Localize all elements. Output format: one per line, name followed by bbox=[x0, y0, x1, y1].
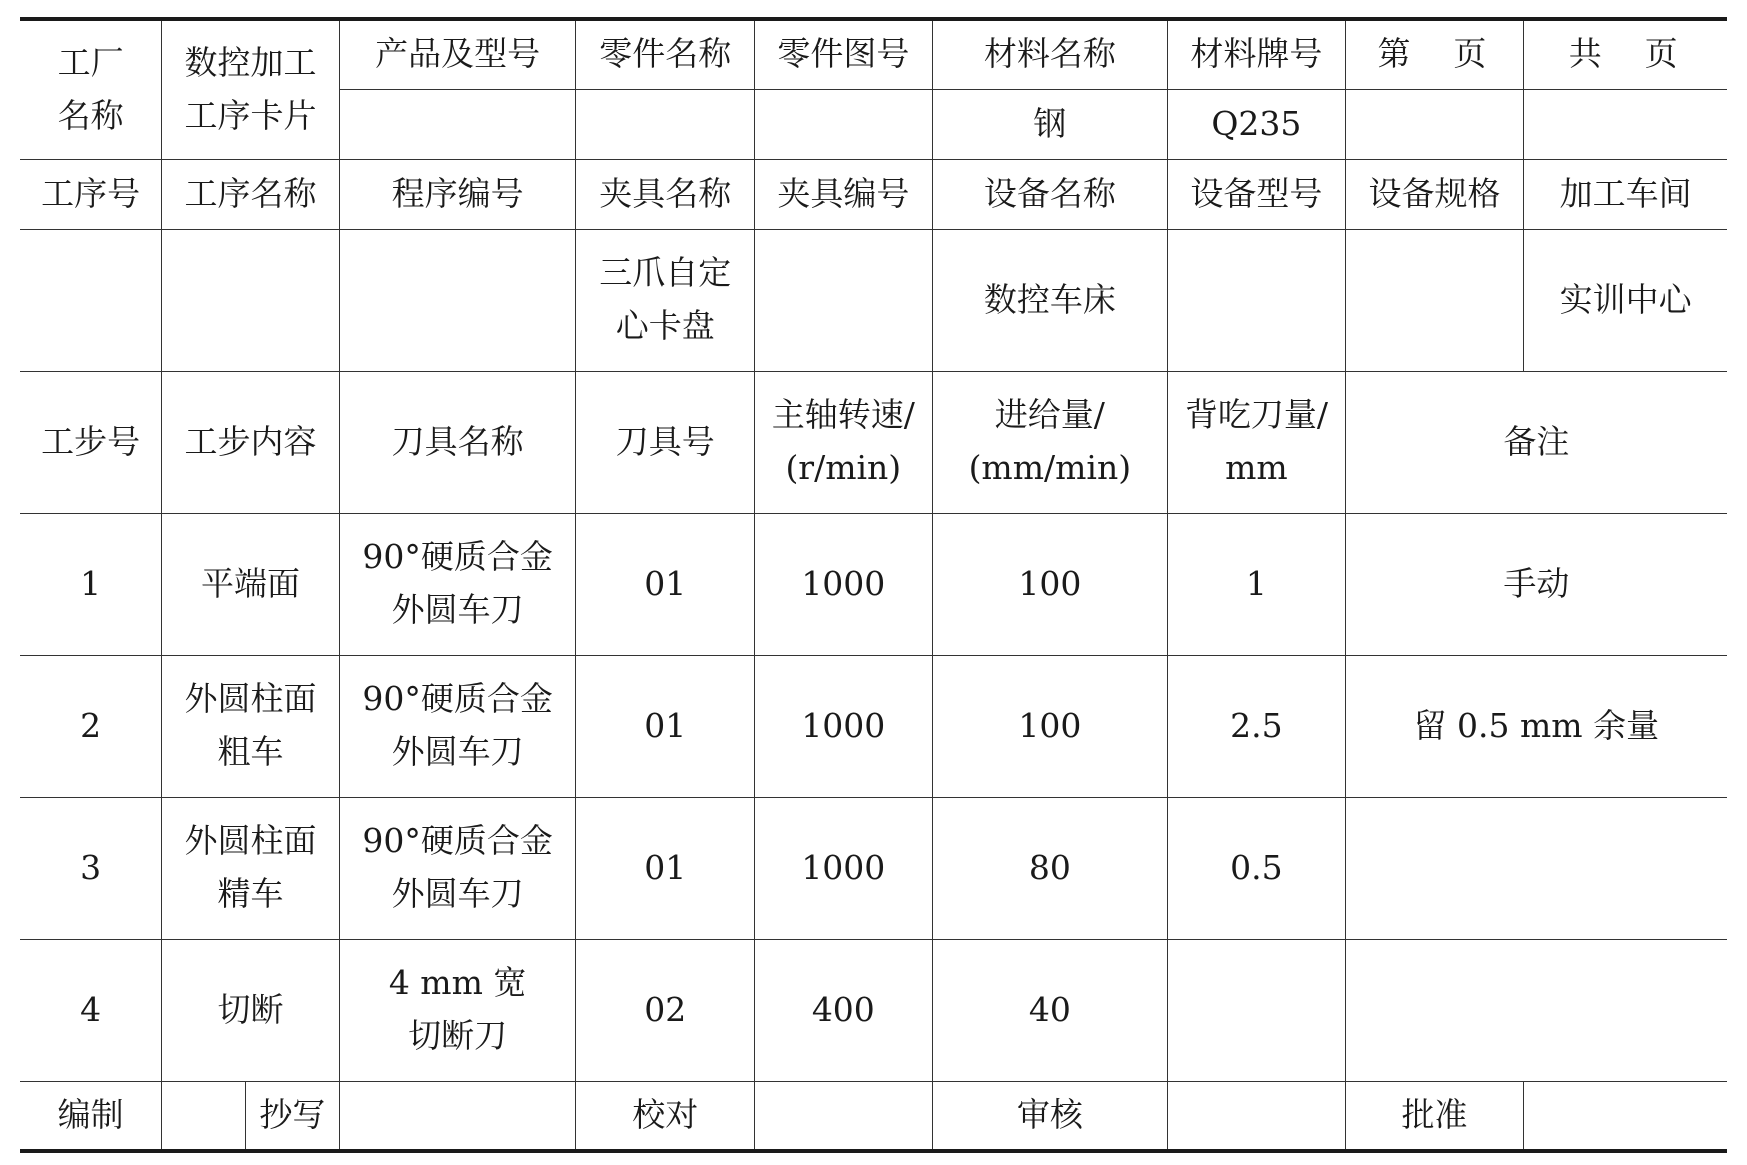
approved-value bbox=[1524, 1081, 1727, 1151]
step-content-cell: 外圆柱面 精车 bbox=[162, 797, 339, 939]
product-model-value bbox=[339, 89, 576, 159]
step-no-cell: 2 bbox=[20, 655, 162, 797]
process-label-row bbox=[20, 159, 1727, 229]
tool-no-header: 刀具号 bbox=[576, 371, 755, 513]
step-no-cell: 3 bbox=[20, 797, 162, 939]
compiled-label: 编制 bbox=[20, 1081, 162, 1151]
material-grade-value: Q235 bbox=[1168, 89, 1346, 159]
tool-name-header: 刀具名称 bbox=[339, 371, 576, 513]
material-name-label: 材料名称 bbox=[932, 19, 1168, 89]
program-no-label: 程序编号 bbox=[339, 159, 576, 229]
op-no-label: 工序号 bbox=[20, 159, 162, 229]
signature-row bbox=[20, 1081, 1727, 1151]
depth-of-cut-header: 背吃刀量/ mm bbox=[1168, 371, 1346, 513]
table-row bbox=[20, 655, 1727, 797]
depth-of-cut-cell: 0.5 bbox=[1168, 797, 1346, 939]
compiled-value bbox=[162, 1081, 246, 1151]
spindle-speed-cell: 1000 bbox=[755, 655, 933, 797]
step-content-cell: 外圆柱面 粗车 bbox=[162, 655, 339, 797]
remarks-cell: 手动 bbox=[1345, 513, 1727, 655]
page-label: 第 页 bbox=[1345, 19, 1524, 89]
spindle-speed-cell: 1000 bbox=[755, 513, 933, 655]
workshop-value: 实训中心 bbox=[1524, 229, 1727, 371]
spindle-speed-cell: 400 bbox=[755, 939, 933, 1081]
header-row-labels bbox=[20, 19, 1727, 89]
tool-no-cell: 01 bbox=[576, 655, 755, 797]
step-no-cell: 4 bbox=[20, 939, 162, 1081]
fixture-name-label: 夹具名称 bbox=[576, 159, 755, 229]
step-content-cell: 切断 bbox=[162, 939, 339, 1081]
tool-no-cell: 01 bbox=[576, 513, 755, 655]
card-title: 数控加工 工序卡片 bbox=[162, 19, 339, 159]
feed-cell: 80 bbox=[932, 797, 1168, 939]
tool-name-cell: 4 mm 宽 切断刀 bbox=[339, 939, 576, 1081]
spindle-speed-header: 主轴转速/ (r/min) bbox=[755, 371, 933, 513]
table-row bbox=[20, 939, 1727, 1081]
copied-value bbox=[339, 1081, 576, 1151]
total-pages-value bbox=[1524, 89, 1727, 159]
remarks-cell bbox=[1345, 939, 1727, 1081]
factory-name-label: 工厂 名称 bbox=[20, 19, 162, 159]
op-no-value bbox=[20, 229, 162, 371]
product-model-label: 产品及型号 bbox=[339, 19, 576, 89]
remarks-header: 备注 bbox=[1345, 371, 1727, 513]
equipment-spec-value bbox=[1345, 229, 1524, 371]
step-no-header: 工步号 bbox=[20, 371, 162, 513]
step-no-cell: 1 bbox=[20, 513, 162, 655]
step-content-header: 工步内容 bbox=[162, 371, 339, 513]
spindle-speed-cell: 1000 bbox=[755, 797, 933, 939]
tool-no-cell: 01 bbox=[576, 797, 755, 939]
step-header-row bbox=[20, 371, 1727, 513]
reviewed-value bbox=[1168, 1081, 1346, 1151]
depth-of-cut-cell bbox=[1168, 939, 1346, 1081]
tool-name-cell: 90°硬质合金 外圆车刀 bbox=[339, 655, 576, 797]
feed-header: 进给量/ (mm/min) bbox=[932, 371, 1168, 513]
depth-of-cut-cell: 1 bbox=[1168, 513, 1346, 655]
part-drawing-no-label: 零件图号 bbox=[755, 19, 933, 89]
depth-of-cut-cell: 2.5 bbox=[1168, 655, 1346, 797]
equipment-name-label: 设备名称 bbox=[932, 159, 1168, 229]
feed-cell: 100 bbox=[932, 513, 1168, 655]
equipment-model-label: 设备型号 bbox=[1168, 159, 1346, 229]
part-name-value bbox=[576, 89, 755, 159]
remarks-cell bbox=[1345, 797, 1727, 939]
program-no-value bbox=[339, 229, 576, 371]
op-name-label: 工序名称 bbox=[162, 159, 339, 229]
equipment-model-value bbox=[1168, 229, 1346, 371]
page-value bbox=[1345, 89, 1524, 159]
reviewed-label: 审核 bbox=[932, 1081, 1168, 1151]
op-name-value bbox=[162, 229, 339, 371]
approved-label: 批准 bbox=[1345, 1081, 1524, 1151]
feed-cell: 40 bbox=[932, 939, 1168, 1081]
feed-cell: 100 bbox=[932, 655, 1168, 797]
part-drawing-no-value bbox=[755, 89, 933, 159]
process-card-table bbox=[20, 17, 1727, 1153]
step-content-cell: 平端面 bbox=[162, 513, 339, 655]
equipment-name-value: 数控车床 bbox=[932, 229, 1168, 371]
fixture-no-value bbox=[755, 229, 933, 371]
checked-label: 校对 bbox=[576, 1081, 755, 1151]
table-row bbox=[20, 513, 1727, 655]
total-pages-label: 共 页 bbox=[1524, 19, 1727, 89]
tool-no-cell: 02 bbox=[576, 939, 755, 1081]
remarks-cell: 留 0.5 mm 余量 bbox=[1345, 655, 1727, 797]
tool-name-cell: 90°硬质合金 外圆车刀 bbox=[339, 797, 576, 939]
process-value-row bbox=[20, 229, 1727, 371]
material-name-value: 钢 bbox=[932, 89, 1168, 159]
table-row bbox=[20, 797, 1727, 939]
equipment-spec-label: 设备规格 bbox=[1345, 159, 1524, 229]
fixture-no-label: 夹具编号 bbox=[755, 159, 933, 229]
copied-label: 抄写 bbox=[246, 1081, 340, 1151]
tool-name-cell: 90°硬质合金 外圆车刀 bbox=[339, 513, 576, 655]
checked-value bbox=[755, 1081, 933, 1151]
fixture-name-value: 三爪自定 心卡盘 bbox=[576, 229, 755, 371]
material-grade-label: 材料牌号 bbox=[1168, 19, 1346, 89]
workshop-label: 加工车间 bbox=[1524, 159, 1727, 229]
part-name-label: 零件名称 bbox=[576, 19, 755, 89]
